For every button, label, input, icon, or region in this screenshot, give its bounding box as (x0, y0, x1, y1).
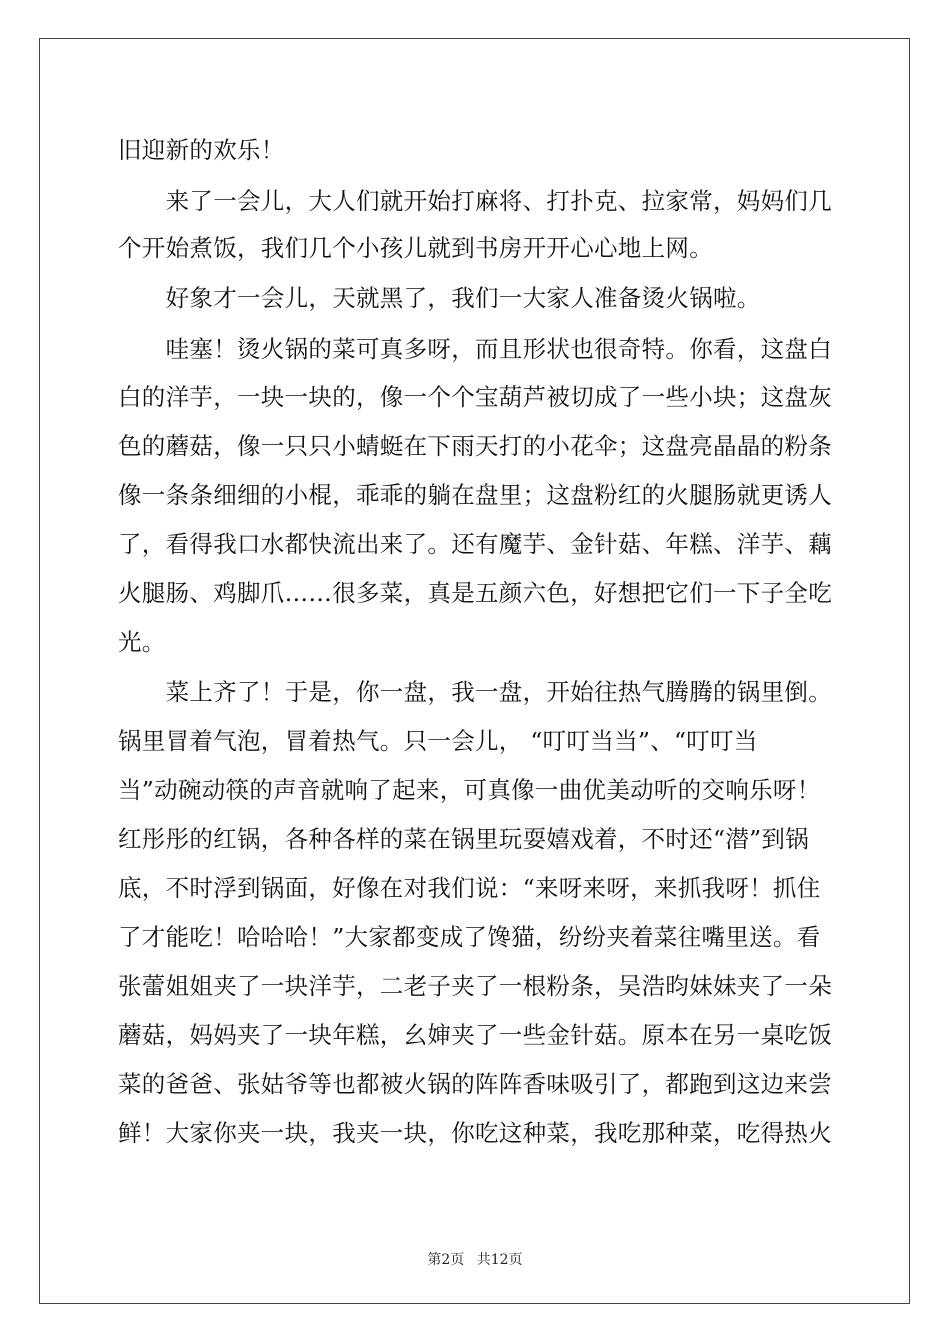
text-line: 红彤彤的红锅，各种各样的菜在锅里玩耍嬉戏着，不时还“潜”到锅 (118, 825, 810, 853)
text-line: 火腿肠、鸡脚爪……很多菜，真是五颜六色，好想把它们一下子全吃 (118, 579, 832, 607)
text-line: 好象才一会儿，天就黑了，我们一大家人准备烫火锅啦。 (118, 284, 761, 312)
text-line: 菜的爸爸、张姑爷等也都被火锅的阵阵香味吸引了，都跑到这边来尝 (118, 1070, 832, 1098)
text-line: 蘑菇，妈妈夹了一块年糕，幺婶夹了一些金针菇。原本在另一桌吃饭 (118, 1021, 832, 1049)
text-line: 当”动碗动筷的声音就响了起来，可真像一曲优美动听的交响乐呀！ (118, 776, 821, 804)
text-line: 个开始煮饭，我们几个小孩儿就到书房开开心心地上网。 (118, 234, 713, 262)
text-line: 旧迎新的欢乐！ (118, 136, 285, 164)
page-frame (39, 38, 910, 1304)
text-line: 白的洋芋，一块一块的，像一个个宝葫芦被切成了一些小块；这盘灰 (118, 383, 832, 411)
page-total: 共12页 (476, 1252, 523, 1268)
text-line: 哇塞！烫火锅的菜可真多呀，而且形状也很奇特。你看，这盘白 (118, 335, 832, 363)
text-line: 色的蘑菇，像一只只小蜻蜓在下雨天打的小花伞；这盘亮晶晶的粉条 (118, 432, 832, 460)
page-number: 第2页 (427, 1252, 465, 1268)
page-footer (0, 1249, 950, 1269)
text-line: 菜上齐了！于是，你一盘，我一盘，开始往热气腾腾的锅里倒。 (118, 678, 832, 706)
text-line: 来了一会儿，大人们就开始打麻将、打扑克、拉家常，妈妈们几 (118, 187, 832, 215)
text-line: 鲜！大家你夹一块，我夹一块，你吃这种菜，我吃那种菜，吃得热火 (118, 1119, 832, 1147)
text-line: 了才能吃！哈哈哈！”大家都变成了馋猫，纷纷夹着菜往嘴里送。看 (118, 923, 821, 951)
text-line: 锅里冒着气泡，冒着热气。只一会儿， “叮叮当当”、“叮叮当 (118, 727, 758, 755)
text-line: 张蕾姐姐夹了一块洋芋，二老子夹了一根粉条，吴浩昀妹妹夹了一朵 (118, 972, 832, 1000)
text-line: 了，看得我口水都快流出来了。还有魔芋、金针菇、年糕、洋芋、藕 (118, 530, 832, 558)
text-line: 像一条条细细的小棍，乖乖的躺在盘里；这盘粉红的火腿肠就更诱人 (118, 481, 832, 509)
text-line: 底，不时浮到锅面，好像在对我们说：“来呀来呀，来抓我呀！抓住 (118, 874, 821, 902)
text-line: 光。 (118, 628, 166, 656)
